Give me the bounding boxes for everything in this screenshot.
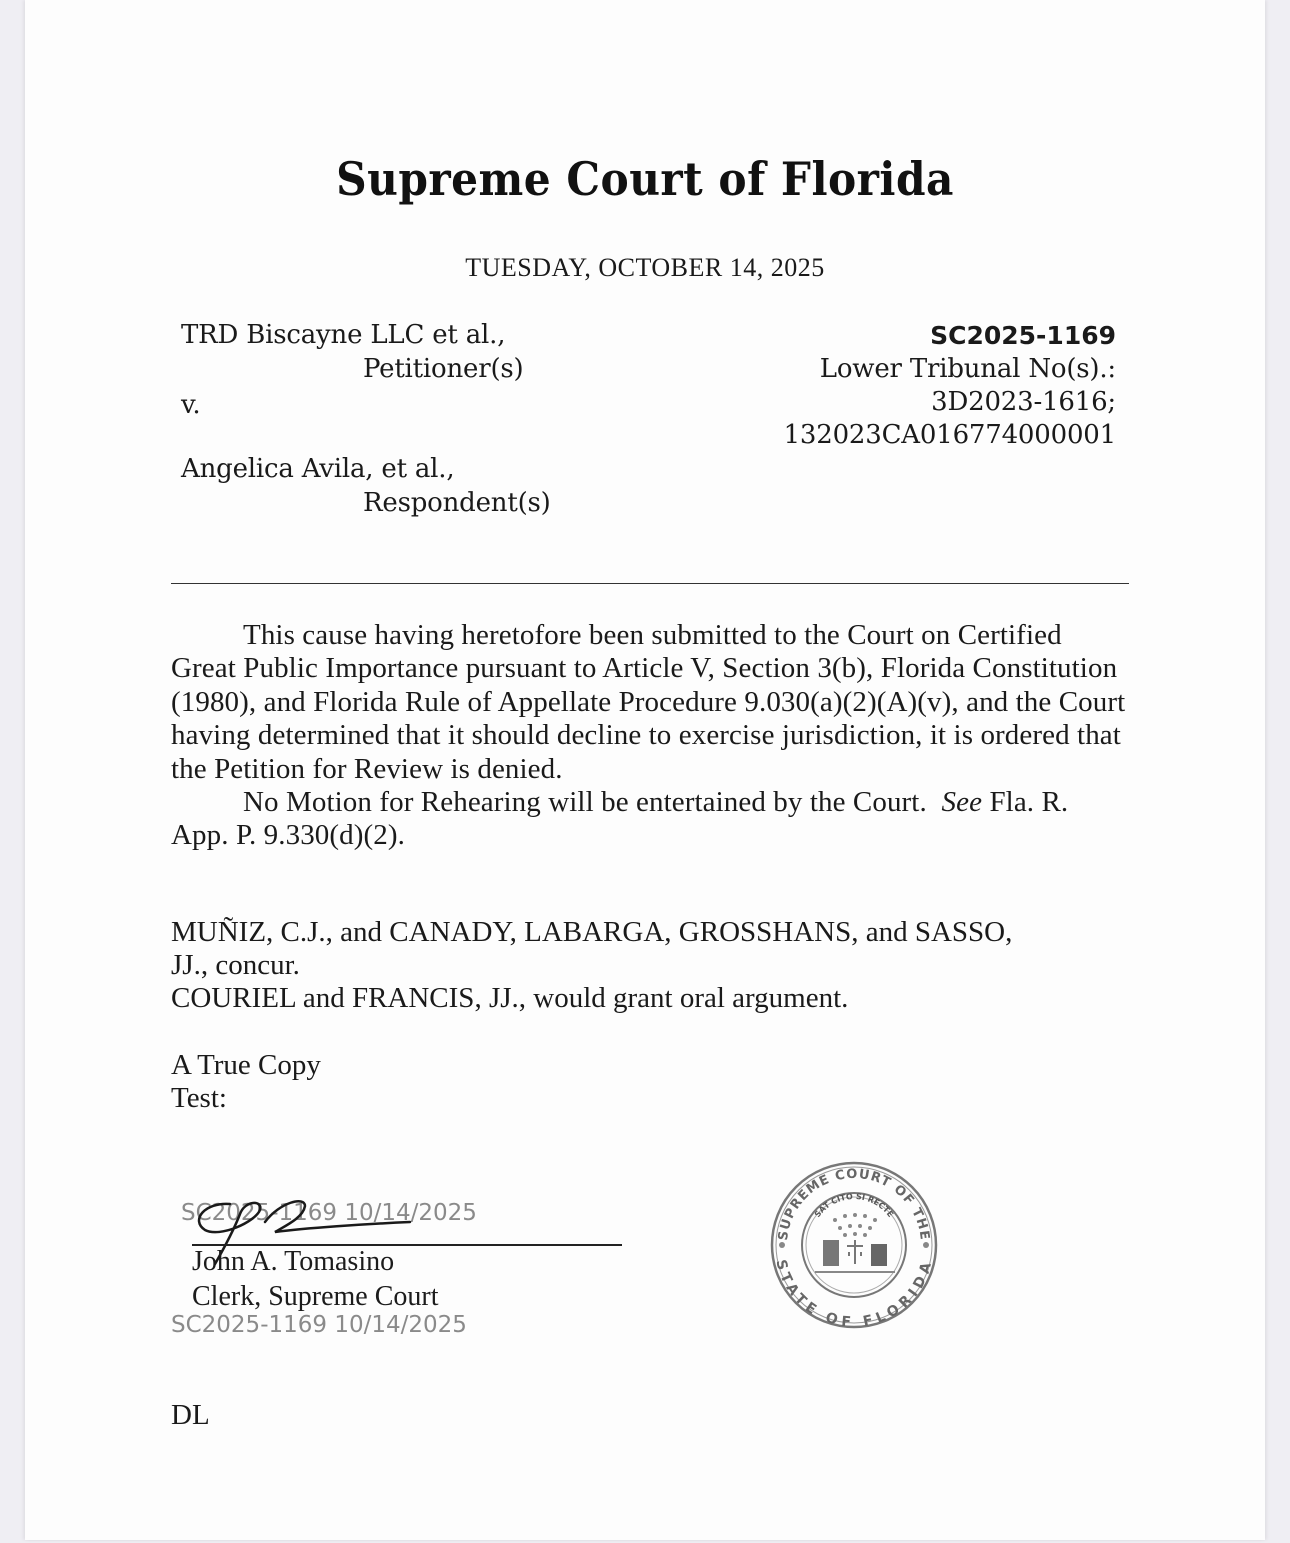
initials: DL <box>171 1399 210 1431</box>
lower-tribunal-number: 3D2023-1616; <box>931 387 1116 417</box>
order-body <box>171 619 1131 853</box>
respondent-name: Angelica Avila, et al., <box>181 454 455 484</box>
svg-text:STATE OF FLORIDA <box>772 1258 935 1330</box>
case-number: SC2025-1169 <box>930 321 1116 350</box>
petitioner-role: Petitioner(s) <box>363 354 524 384</box>
versus-label: v. <box>181 390 201 420</box>
rule-citation: Fla. R. App. P. 9.330(d)(2). <box>171 786 1069 852</box>
concurring-justices: MUÑIZ, C.J., and CANADY, LABARGA, GROSSHANS, and SASSO, <box>171 916 1013 948</box>
respondent-role: Respondent(s) <box>363 488 551 518</box>
dissenting-note: COURIEL and FRANCIS, JJ., would grant oral argument. <box>171 982 849 1014</box>
court-seal <box>765 1160 943 1330</box>
order-date: TUESDAY, OCTOBER 14, 2025 <box>465 253 825 282</box>
seal-stars <box>833 1213 877 1237</box>
lower-tribunal-number: 132023CA016774000001 <box>783 420 1116 450</box>
rehearing-text: No Motion for Rehearing will be entertained by the Court. <box>243 786 927 819</box>
efiling-stamp-bottom: SC2025-1169 10/14/2025 <box>171 1312 467 1338</box>
svg-text:SUPREME COURT OF THE <box>776 1167 932 1242</box>
petitioner-name: TRD Biscayne LLC et al., <box>181 320 506 350</box>
citation-signal: See <box>941 786 983 819</box>
order-paragraph: This cause having heretofore been submitted to the Court on Certified Great Public Importance pursuant to Article V, Section 3(b), Florida Constitution (1980), and Florida Rule of Appellate Procedure 9.030(a)(2)(A)(v), and the Court having determined that it should decline to exercise jurisdiction, it is ordered that the Petition for Review is denied. <box>171 619 1126 785</box>
seal-outer-bottom-text: STATE OF FLORIDA <box>772 1258 936 1330</box>
clerk-name: John A. Tomasino <box>192 1246 395 1277</box>
clerk-title: Clerk, Supreme Court <box>192 1281 439 1312</box>
concurring-justices-cont: JJ., concur. <box>171 949 300 981</box>
seal-motto: SAT CITO SI RECTE <box>812 1191 896 1219</box>
rehearing-paragraph <box>171 786 1131 853</box>
seal-outer-top-text: SUPREME COURT OF THE <box>776 1166 932 1242</box>
caption-divider <box>171 583 1129 584</box>
seal-emblem <box>815 1240 895 1272</box>
true-copy-label: A True Copy <box>171 1049 321 1081</box>
court-title: Supreme Court of Florida <box>336 152 954 206</box>
test-label: Test: <box>171 1082 227 1114</box>
efiling-stamp-top: SC2025-1169 10/14/2025 <box>181 1200 477 1226</box>
lower-tribunal-label: Lower Tribunal No(s).: <box>819 354 1116 384</box>
